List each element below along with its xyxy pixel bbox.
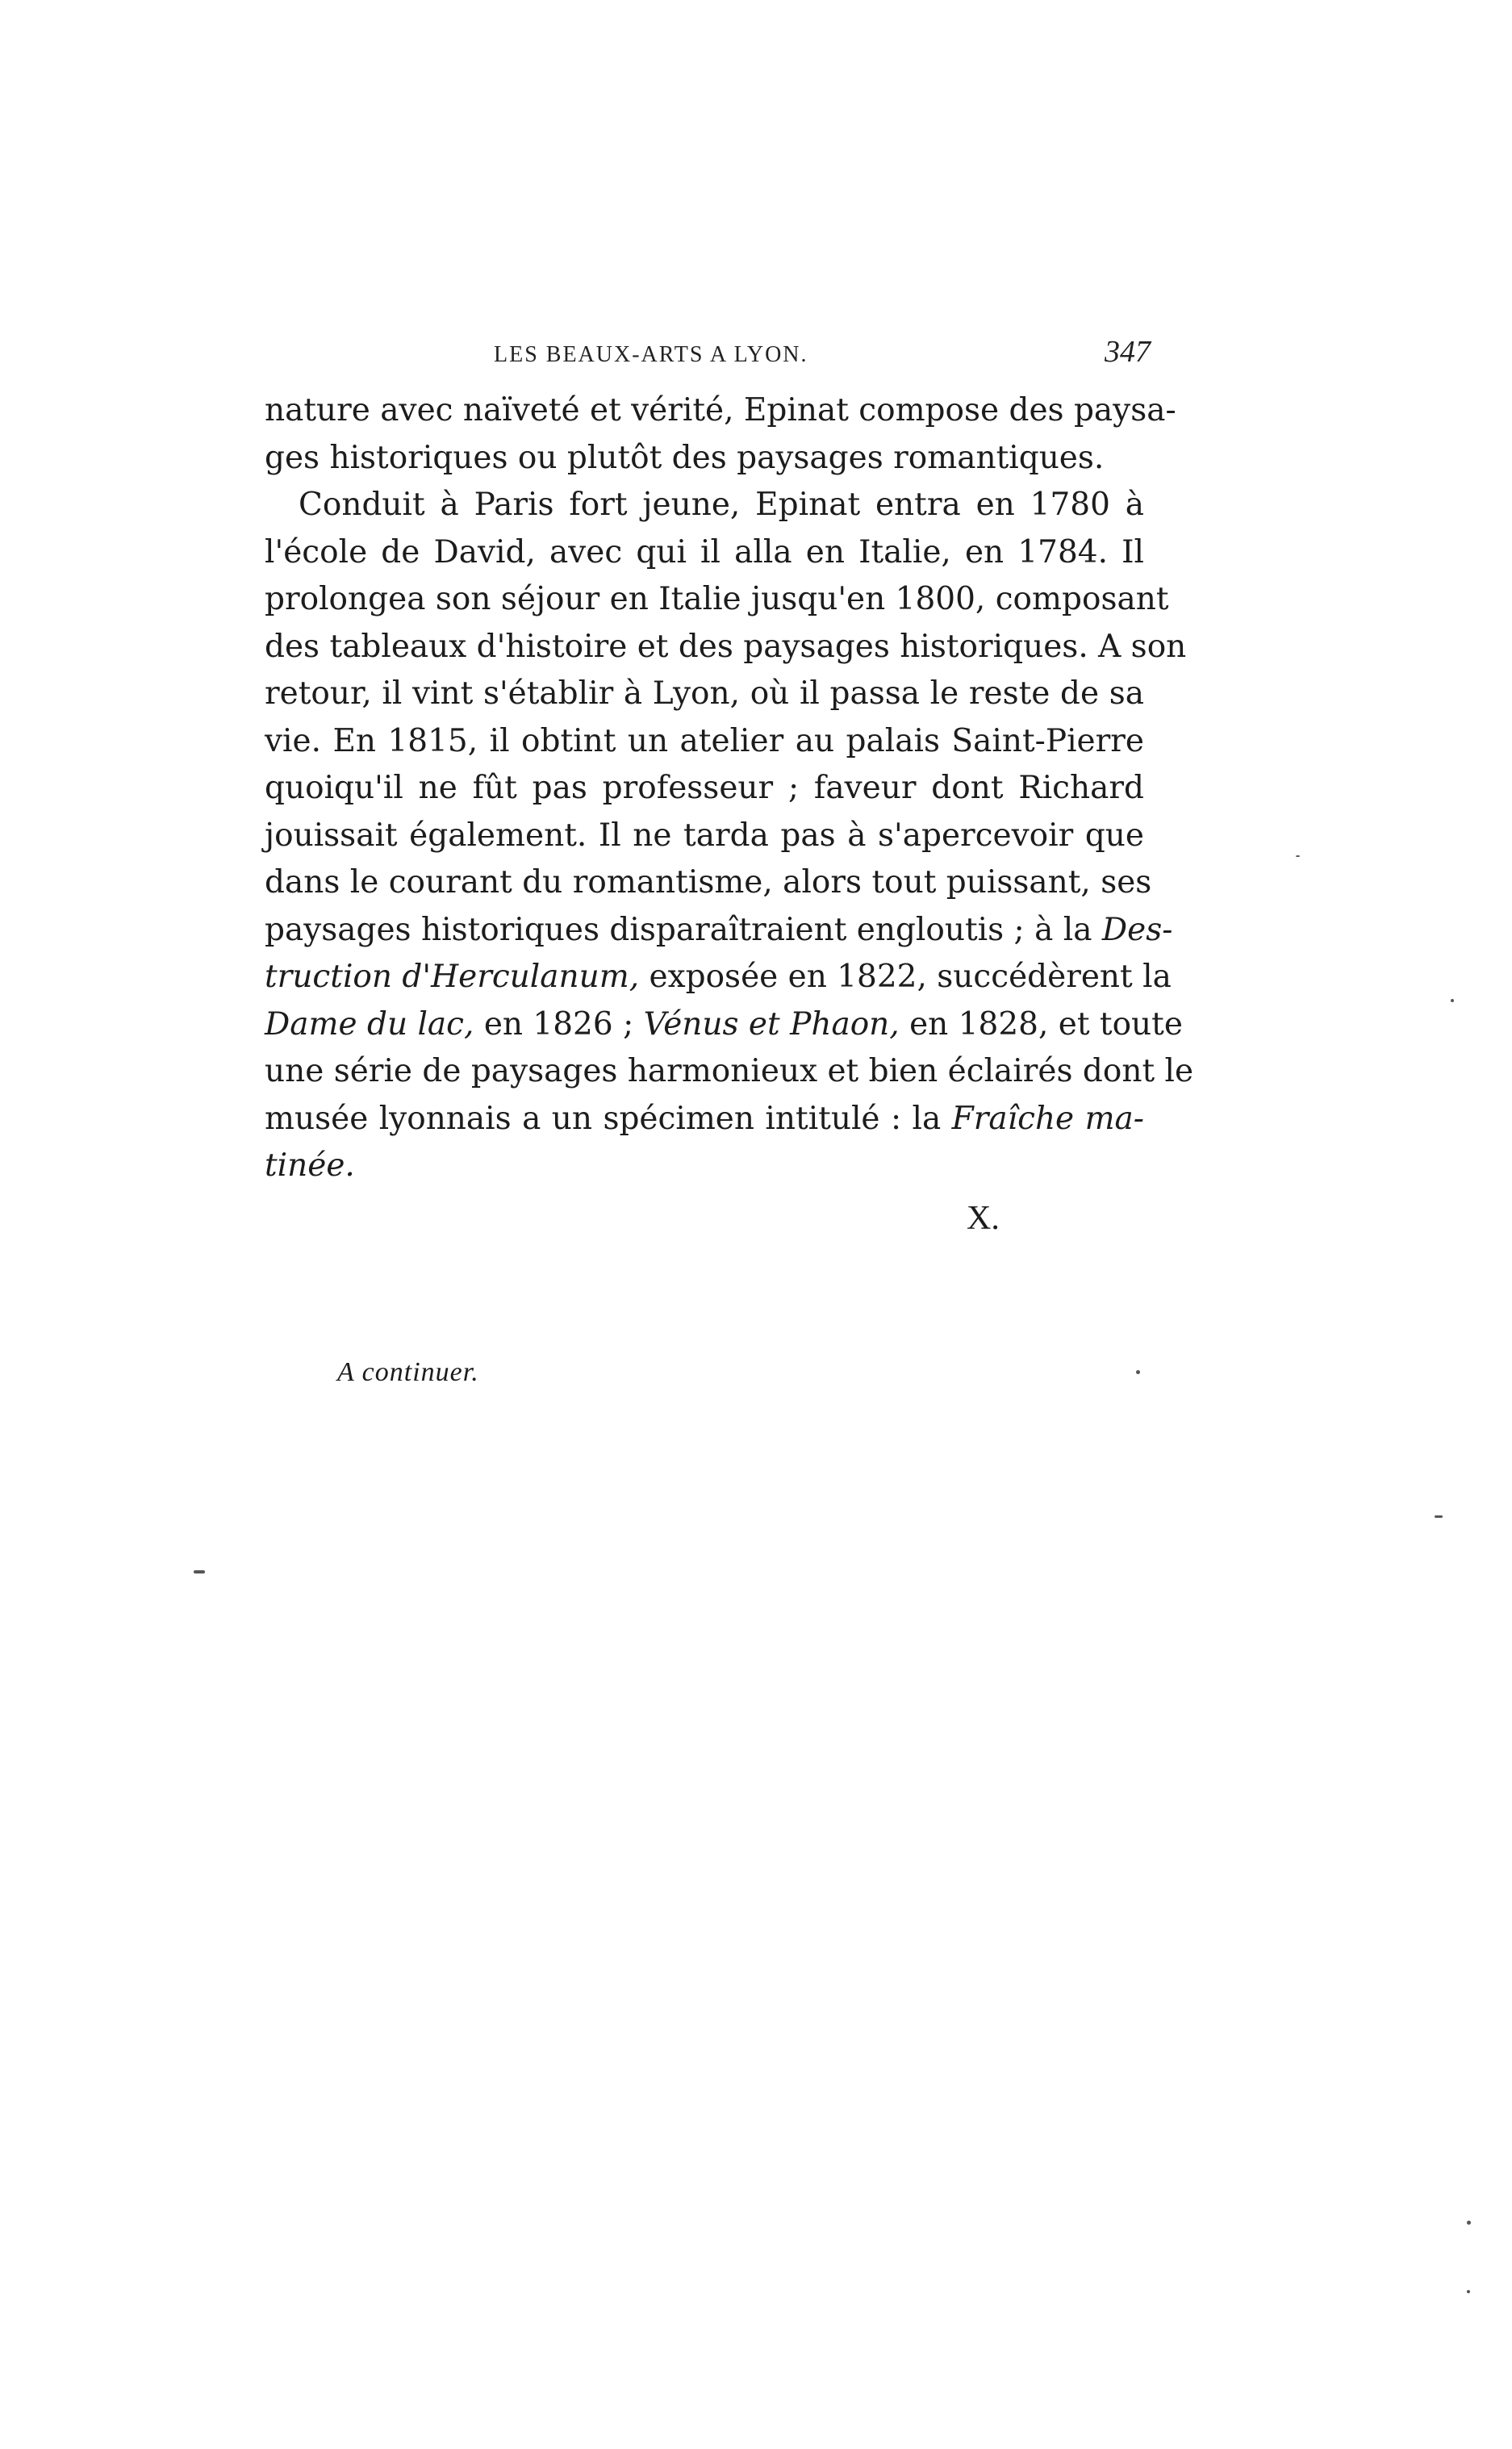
text-line	[265, 1143, 1144, 1189]
text-run: vie. En 1815, il obtint un atelier au palais Saint-Pierre	[265, 722, 1144, 759]
text-line	[265, 718, 1144, 765]
text-run: Conduit à Paris fort jeune, Epinat entra en 1780 à	[299, 487, 1144, 523]
scan-speck	[1136, 1370, 1140, 1374]
text-run: ges historiques ou plutôt des paysages romantiques.	[265, 439, 1105, 476]
text-line	[265, 624, 1187, 671]
text-run: dans le courant du romantisme, alors tout puissant, ses	[265, 864, 1152, 901]
scan-speck	[1451, 999, 1454, 1002]
text-run: nature avec naïveté et vérité, Epinat compose des paysa-	[265, 392, 1176, 428]
text-run: retour, il vint s'établir à Lyon, où il passa le reste de sa	[265, 675, 1144, 712]
scan-speck	[1467, 2221, 1471, 2225]
italic-title: Des-	[1101, 911, 1173, 948]
text-run: des tableaux d'histoire et des paysages historiques. A son	[265, 628, 1187, 665]
text-line	[265, 529, 1144, 576]
text-line	[265, 387, 1176, 434]
text-run: prolongea son séjour en Italie jusqu'en 1800, composant	[265, 581, 1169, 617]
text-line	[265, 576, 1169, 623]
author-signature: X.	[967, 1200, 1000, 1237]
text-line	[265, 435, 1144, 482]
text-line	[265, 813, 1144, 859]
italic-title: tinée.	[265, 1147, 355, 1184]
text-run: quoiqu'il ne fût pas professeur ; faveur dont Richard	[265, 770, 1144, 806]
text-run: jouissait également. Il ne tarda pas à s'apercevoir que	[265, 817, 1144, 854]
italic-title: Vénus et Phaon,	[643, 1005, 900, 1043]
text-line	[265, 1048, 1194, 1095]
text-run: une série de paysages harmonieux et bien éclairés dont le	[265, 1053, 1194, 1089]
italic-title: Dame du lac,	[265, 1005, 474, 1043]
text-line	[265, 671, 1144, 717]
continue-note: A continuer.	[337, 1357, 479, 1387]
text-line	[265, 482, 1144, 529]
text-run: l'école de David, avec qui il alla en Italie, en 1784. Il	[265, 533, 1144, 570]
page-number: 347	[1105, 335, 1151, 369]
text-line	[265, 765, 1144, 812]
text-line	[265, 1096, 1144, 1143]
running-head: LES BEAUX-ARTS A LYON.	[494, 342, 808, 367]
italic-title: truction d'Herculanum,	[265, 959, 640, 995]
text-run: en 1826 ;	[474, 1005, 644, 1043]
text-line	[265, 954, 1172, 1001]
text-line	[265, 1001, 1183, 1048]
scan-speck	[1435, 1515, 1443, 1518]
italic-title: Fraîche ma-	[951, 1100, 1144, 1137]
text-run: paysages historiques disparaîtraient engloutis ; à la	[265, 911, 1102, 948]
text-run: en 1828, et toute	[899, 1005, 1183, 1043]
scan-speck	[194, 1570, 205, 1573]
text-run: musée lyonnais a un spécimen intitulé : la	[265, 1100, 952, 1137]
scan-speck	[1296, 855, 1300, 857]
text-run: exposée en 1822, succédèrent la	[639, 959, 1172, 995]
text-line	[265, 859, 1152, 906]
scan-speck	[1467, 2290, 1470, 2293]
text-line	[265, 907, 1173, 954]
